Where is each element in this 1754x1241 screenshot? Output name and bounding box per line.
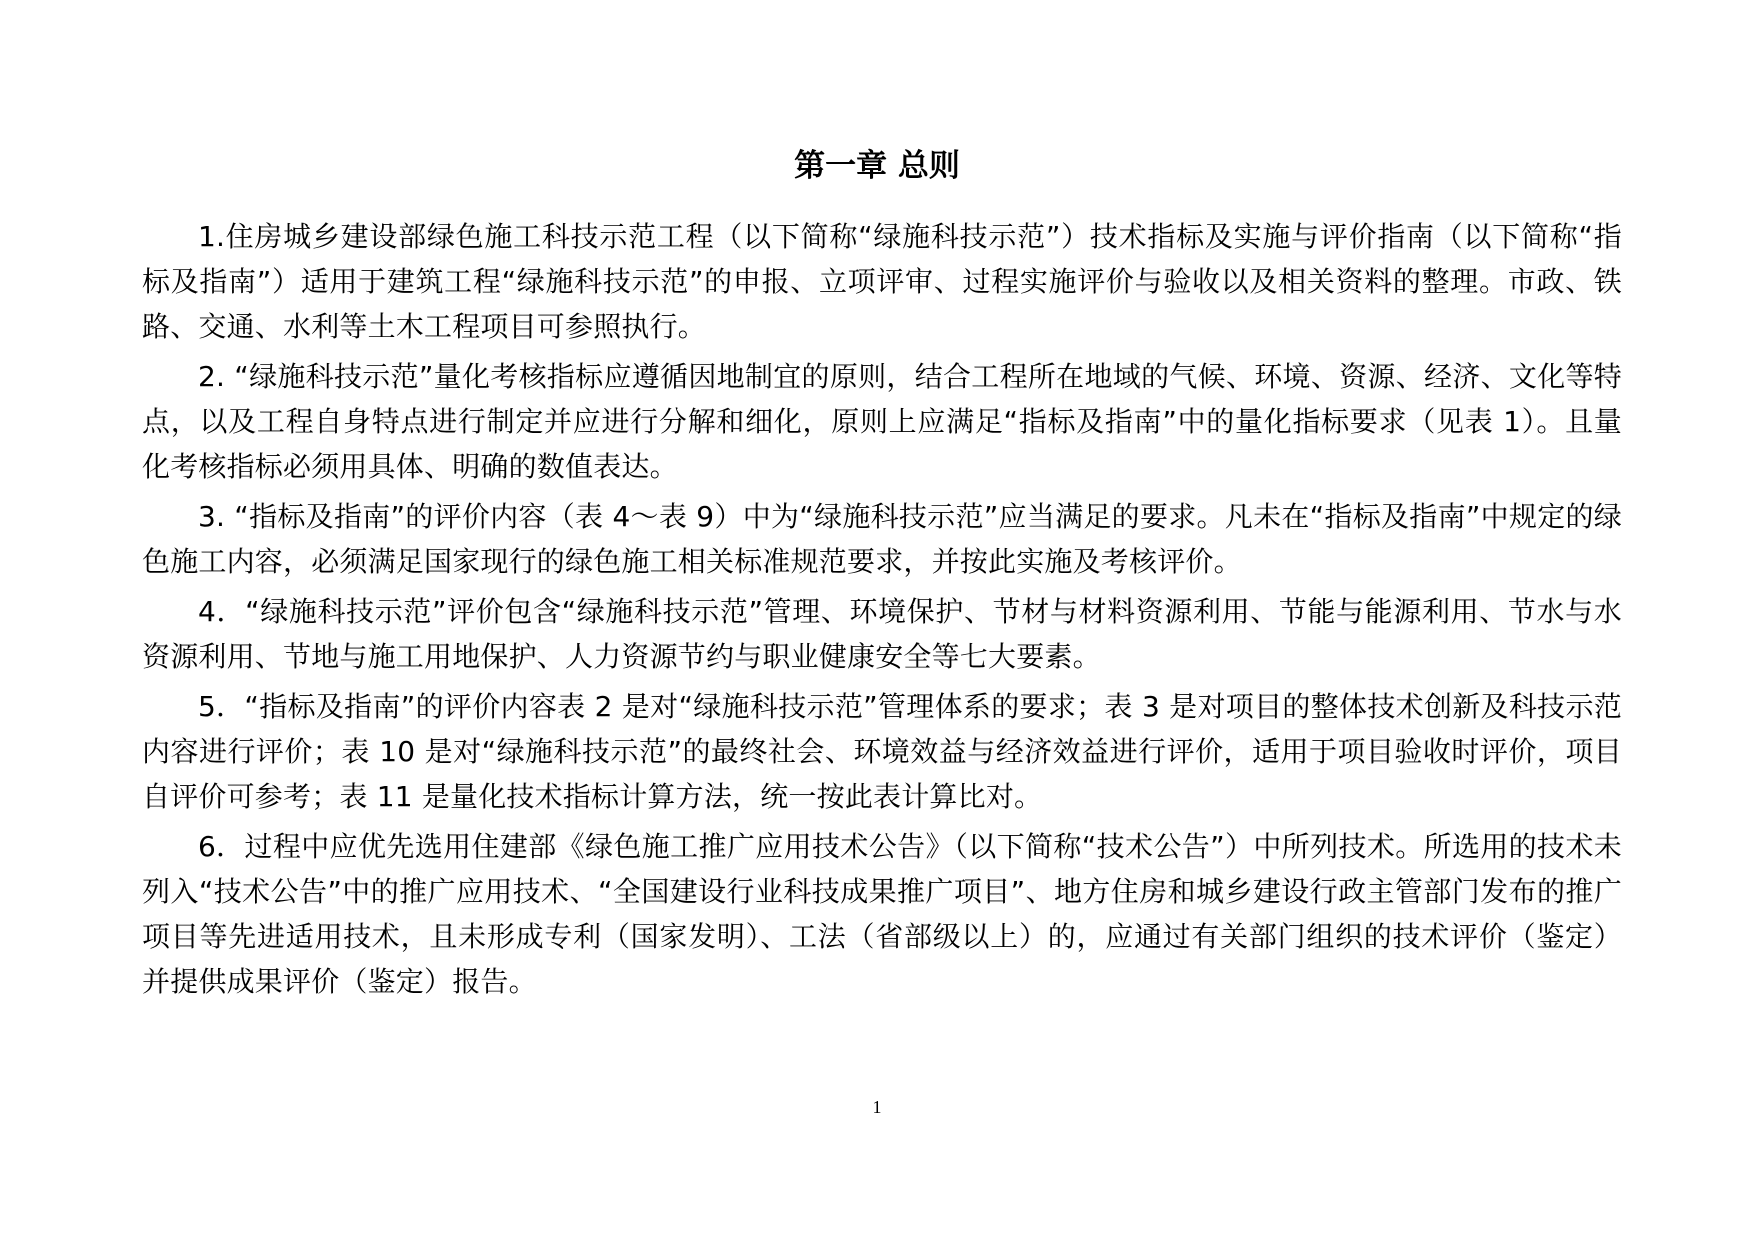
page-number: 1 bbox=[872, 1097, 882, 1117]
paragraph-5: 5．“指标及指南”的评价内容表 2 是对“绿施科技示范”管理体系的要求；表 3 是对项目的整体技术创新及科技示范内容进行评价；表 10 是对“绿施科技示范”的最终社会、环境效益与经济效益进行评价，适用于项目验收时评价，项目自评价可参考；表 11 是量化技术指标计算方法，统一按此表计算比对。 bbox=[142, 690, 1622, 813]
paragraph-2: 2. “绿施科技示范”量化考核指标应遵循因地制宜的原则，结合工程所在地域的气候、环境、资源、经济、文化等特点，以及工程自身特点进行制定并应进行分解和细化，原则上应满足“指标及指南”中的量化指标要求（见表 1）。且量化考核指标必须用具体、明确的数值表达。 bbox=[142, 360, 1622, 483]
document-body bbox=[142, 214, 1622, 1009]
paragraph-1: 1.住房城乡建设部绿色施工科技示范工程（以下简称“绿施科技示范”）技术指标及实施与评价指南（以下简称“指标及指南”）适用于建筑工程“绿施科技示范”的申报、立项评审、过程实施评价与验收以及相关资料的整理。市政、铁路、交通、水利等土木工程项目可参照执行。 bbox=[142, 220, 1622, 343]
paragraph-6: 6．过程中应优先选用住建部《绿色施工推广应用技术公告》（以下简称“技术公告”）中所列技术。所选用的技术未列入“技术公告”中的推广应用技术、“全国建设行业科技成果推广项目”、地方住房和城乡建设行政主管部门发布的推广项目等先进适用技术，且未形成专利（国家发明）、工法（省部级以上）的，应通过有关部门组织的技术评价（鉴定）并提供成果评价（鉴定）报告。 bbox=[142, 830, 1622, 998]
paragraph-4: 4．“绿施科技示范”评价包含“绿施科技示范”管理、环境保护、节材与材料资源利用、节能与能源利用、节水与水资源利用、节地与施工用地保护、人力资源节约与职业健康安全等七大要素。 bbox=[142, 595, 1622, 673]
chapter-title: 第一章 总则 bbox=[794, 148, 960, 184]
paragraph-3: 3. “指标及指南”的评价内容（表 4～表 9）中为“绿施科技示范”应当满足的要求。凡未在“指标及指南”中规定的绿色施工内容，必须满足国家现行的绿色施工相关标准规范要求，并按此实施及考核评价。 bbox=[142, 500, 1622, 578]
